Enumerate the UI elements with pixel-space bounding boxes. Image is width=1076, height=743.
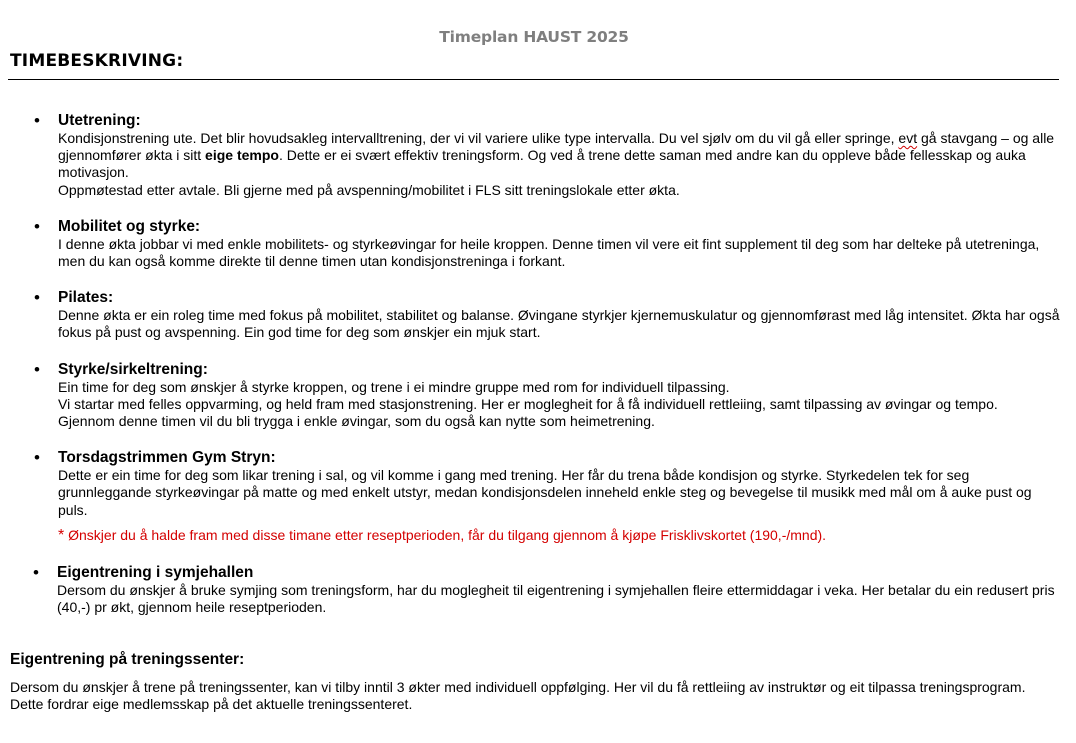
session-description: Kondisjonstrening ute. Det blir hovudsakleg intervalltrening, der vi vil variere ulike type intervalla. Du vel sjølv om du vil gå eller springe, evt gå stavgang – og alle gjennomfører økta i sitt eige tempo. Dette er ei svært effektiv treningsform. Og ved å trene dette saman med andre kan du oppleve både fellesskap og auka motivasjon. Oppmøtestad etter avtale. Bli gjerne med på avspenning/mobilitet i FLS sitt treningslokale etter økta. (58, 130, 1064, 199)
bullet-icon: • (34, 288, 40, 308)
session-title: Mobilitet og styrke: (58, 217, 201, 235)
session-title: Torsdagstrimmen Gym Stryn: (58, 449, 276, 467)
heading-divider (8, 79, 1059, 80)
session-title: Pilates: (58, 289, 114, 307)
treningssenter-description: Dersom du ønskjer å trene på treningssenter, kan vi tilby inntil 3 økter med individuell oppfølging. Her vil du få rettleiing av instruktør og eit tilpassa treningsprogram. Dette fordrar eige medlemsskap på det aktuelle treningssenteret. (10, 679, 1026, 713)
session-description: Dersom du ønskjer å bruke symjing som treningsform, har du moglegheit til eigentrening i symjehallen fleire ettermiddagar i veka. Her betalar du ein redusert pris (40,-) pr økt, gjennom heile reseptperioden. (57, 581, 1055, 616)
note-text: Ønskjer du å halde fram med disse timane etter reseptperioden, får du tilgang gjennom å kjøpe Frisklivskortet (190,-/mnd). (64, 526, 827, 543)
session-description-line: Ein time for deg som ønskjer å styrke kroppen, og trene i ei mindre gruppe med rom for individuell tilpassing. (58, 378, 730, 395)
session-item-pilates (34, 288, 1064, 341)
spellcheck-word: evt (898, 130, 918, 146)
session-description: Dette er ein time for deg som likar trening i sal, og vil komme i gang med trening. Her får du trena både kondisjon og styrke. Styrkedelen tek for seg grunnleggande styrkeøvingar på matte og med enkelt utstyr, medan kondisjonsdelen inneheld enkle steg og bevegelse til musikk med mål om å auke pust og puls. (58, 467, 1032, 518)
session-description-line: Vi startar med felles oppvarming, og held fram med stasjonstrening. Her er moglegheit for å få individuell rettleiing, samt tilpassing av øvingar og tempo. (58, 395, 998, 412)
page-header-title: Timeplan HAUST 2025 (439, 28, 629, 46)
emphasis-text: eige tempo (205, 147, 279, 164)
session-title: Utetrening: (58, 112, 141, 129)
session-description: I denne økta jobbar vi med enkle mobilitets- og styrkeøvingar for heile kroppen. Denne timen vil vere eit fint supplement til deg som har delteke på utetreninga, men du kan også komme direkte til denne timen utan kondisjonstreninga i forkant. (58, 235, 1040, 270)
section-heading: TIMEBESKRIVING: (10, 51, 184, 71)
bullet-icon: • (33, 562, 39, 582)
session-description-line: Gjennom denne timen vil du bli trygga i enkle øvingar, som du også kan nytte som heimetrening. (58, 413, 655, 430)
treningssenter-heading: Eigentrening på treningssenter: (10, 651, 245, 668)
frisklivskort-note (58, 527, 1064, 544)
bullet-icon: • (34, 216, 40, 236)
session-item-utetrening (34, 111, 1064, 199)
session-description: Denne økta er ein roleg time med fokus på mobilitet, stabilitet og balanse. Øvingane styrkjer kjernemuskulatur og gjennomførast med låg intensitet. Økta har også fokus på pust og avspenning. Ein god time for deg som ønskjer ein mjuk start. (58, 307, 1060, 341)
session-item-torsdagstrimmen (34, 448, 1064, 519)
session-description (58, 379, 1064, 431)
session-title: Styrke/sirkeltrening: (58, 360, 208, 378)
session-item-styrke-sirkel (34, 359, 1064, 431)
bullet-icon: • (34, 111, 40, 130)
session-title: Eigentrening i symjehallen (57, 563, 254, 581)
session-item-mobilitet (34, 216, 1064, 270)
session-list (33, 111, 1064, 634)
session-description-line: Oppmøtestad etter avtale. Bli gjerne med på avspenning/mobilitet i FLS sitt treningslokale etter økta. (58, 181, 680, 198)
asterisk-marker: * (58, 526, 65, 544)
bullet-icon: • (34, 359, 40, 379)
session-item-symjehallen (33, 562, 1064, 616)
bullet-icon: • (34, 448, 40, 468)
